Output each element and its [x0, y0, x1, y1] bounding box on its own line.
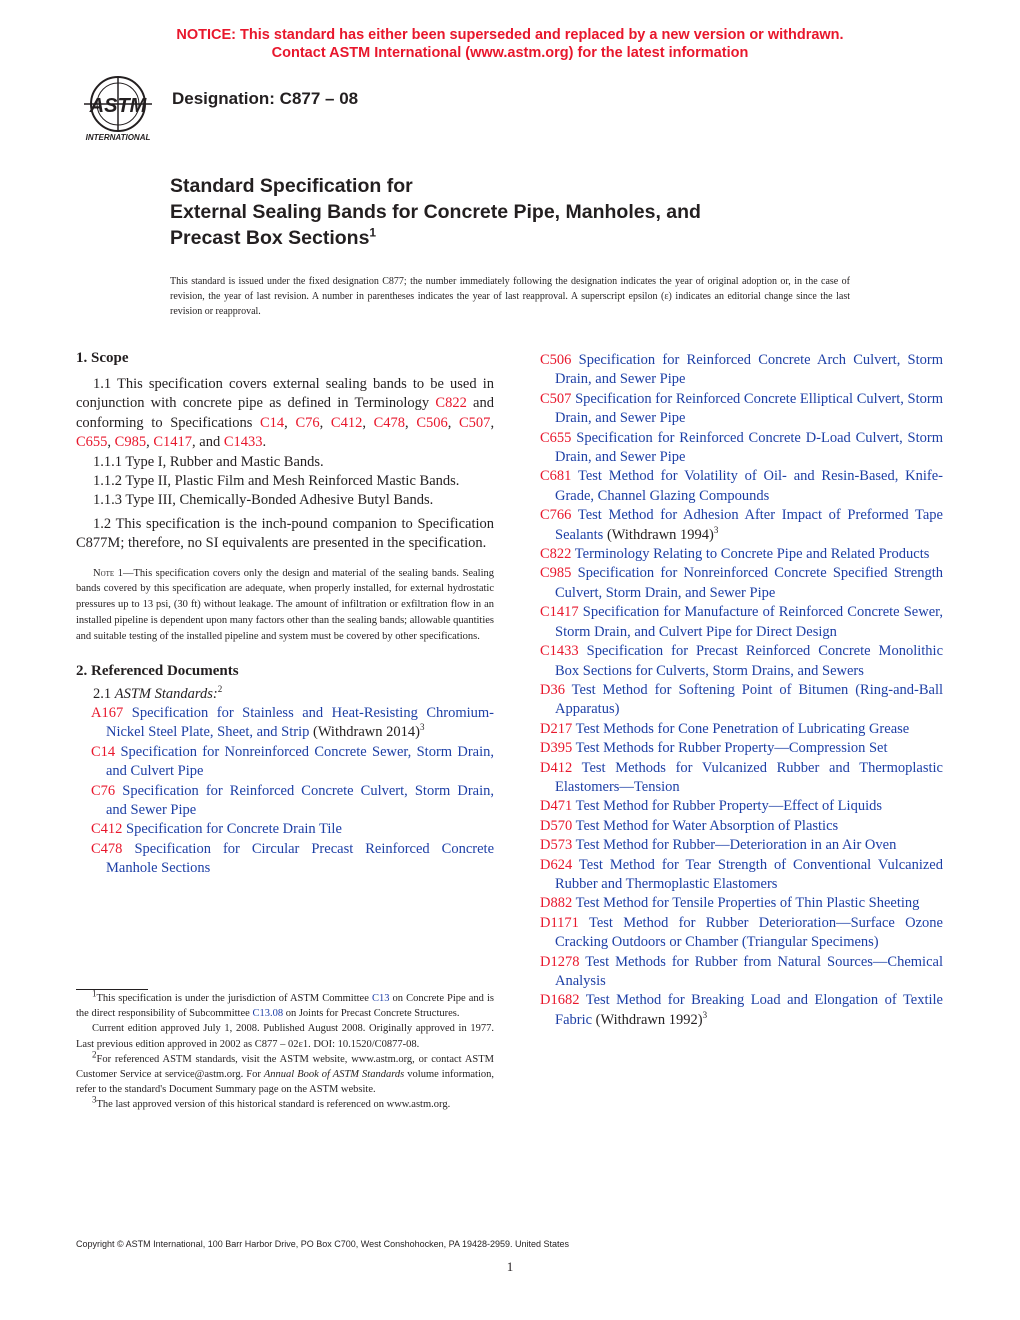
right-reference-list — [540, 351, 943, 1030]
reference-title-link[interactable]: Test Method for Rubber Property—Effect of Liquids — [575, 798, 882, 815]
scope-1-1-text-a: 1.1 This specification covers external sealing bands to be used in conjunction with concrete pipe as defined in Terminology — [76, 376, 494, 412]
footnote-divider — [76, 989, 148, 990]
footnote-1-text-a: This specification is under the jurisdiction of ASTM Committee — [96, 993, 372, 1004]
reference-code-link[interactable]: C1417 — [540, 604, 579, 621]
reference-code-link[interactable]: D570 — [540, 817, 573, 834]
reference-item — [540, 953, 943, 992]
page-number: 1 — [506, 1259, 514, 1274]
reference-code-link[interactable]: D573 — [540, 837, 573, 854]
logo-subtext: INTERNATIONAL — [85, 133, 151, 142]
scope-1-1: 1.1 This specification covers external sealing bands to be used in conjunction with concrete pipe as defined in Terminology C822 and conforming to Specifications C14, C76, C412, C478, C506, C507, C655, C985, C1417, and C1433. — [76, 376, 495, 451]
reference-code-link[interactable]: D1682 — [540, 992, 580, 1009]
astm-standards-italic: ASTM Standards: — [114, 685, 218, 702]
reference-item — [540, 817, 943, 836]
reference-item — [91, 840, 494, 879]
reference-title-link[interactable]: Specification for Nonreinforced Concrete Sewer, Storm Drain, and Culvert Pipe — [106, 743, 495, 780]
link-c1433[interactable]: C1433 — [223, 434, 263, 451]
link-committee-c13[interactable]: C13 — [371, 993, 390, 1004]
withdrawal-notice — [0, 26, 1020, 62]
reference-code-link[interactable]: C655 — [540, 429, 572, 446]
notice-line-2: Contact ASTM International (www.astm.org) for the latest information — [271, 45, 749, 61]
reference-item — [540, 642, 943, 681]
scope-1-1-1: 1.1.1 Type I, Rubber and Mastic Bands. — [93, 453, 324, 470]
reference-code-link[interactable]: D1278 — [540, 953, 580, 970]
footnote-2 — [76, 1049, 494, 1098]
scope-heading: 1. Scope — [76, 350, 129, 366]
reference-item — [540, 681, 943, 720]
link-c1417[interactable]: C1417 — [153, 434, 193, 451]
reference-code-link[interactable]: D217 — [540, 720, 573, 737]
reference-title-link[interactable]: Test Method for Water Absorption of Plastics — [575, 817, 839, 834]
reference-title-link[interactable]: Specification for Reinforced Concrete D-Load Culvert, Storm Drain, and Sewer Pipe — [555, 429, 943, 466]
link-c478[interactable]: C478 — [373, 414, 406, 431]
link-c506[interactable]: C506 — [416, 414, 448, 431]
note-1 — [76, 566, 494, 645]
reference-code-link[interactable]: D36 — [540, 681, 565, 698]
reference-title-link[interactable]: Test Method for Rubber—Deterioration in an Air Oven — [575, 837, 897, 854]
footnote-1-marker: 1 — [92, 988, 97, 999]
scope-1-1-2: 1.1.2 Type II, Plastic Film and Mesh Reinforced Mastic Bands. — [93, 473, 460, 490]
link-c412[interactable]: C412 — [330, 414, 363, 431]
link-c76[interactable]: C76 — [295, 414, 320, 431]
astm-standards-sup: 2 — [217, 683, 223, 694]
link-c655[interactable]: C655 — [76, 434, 108, 451]
reference-title-link[interactable]: Specification for Nonreinforced Concrete Specified Strength Culvert, Storm Drain, and Sewer Pipe — [555, 565, 943, 601]
notice-line-1: NOTICE: This standard has either been superseded and replaced by a new version or withdrawn. — [176, 27, 844, 43]
reference-item — [91, 743, 494, 782]
reference-code-link[interactable]: D471 — [540, 798, 573, 815]
link-subcommittee-c13-08[interactable]: C13.08 — [252, 1008, 284, 1020]
reference-title-link[interactable]: Specification for Reinforced Concrete Arch Culvert, Storm Drain, and Sewer Pipe — [555, 352, 944, 388]
reference-code-link[interactable]: C506 — [540, 352, 572, 368]
reference-item — [91, 820, 494, 839]
reference-item — [540, 545, 943, 564]
footnote-2-text-b: volume information, refer to the standard's Document Summary page on the ASTM website. — [76, 1069, 494, 1096]
reference-item — [91, 782, 494, 821]
title-line-2: External Sealing Bands for Concrete Pipe, Manholes, and — [170, 201, 701, 223]
reference-code-link[interactable]: A167 — [91, 705, 124, 722]
reference-item — [540, 914, 943, 953]
reference-item — [540, 720, 943, 739]
footnote-1-edition: Current edition approved July 1, 2008. Published August 2008. Originally approved in 1977. Last previous edition approved in 2002 as C877 – 02ε1. DOI: 10.1520/C0877-08. — [76, 1023, 494, 1050]
scope-1-1-3: 1.1.3 Type III, Chemically-Bonded Adhesive Butyl Bands. — [93, 492, 434, 509]
reference-title-link[interactable]: Specification for Concrete Drain Tile — [126, 821, 342, 838]
reference-title-link[interactable]: Terminology Relating to Concrete Pipe and Related Products — [574, 546, 930, 563]
right-column — [540, 351, 943, 1030]
reference-code-link[interactable]: C985 — [540, 565, 572, 582]
issued-note: This standard is issued under the fixed designation C877; the number immediately following the designation indicates the year of original adoption or, in the case of revision, the year of last revision. A number in parentheses indicates the year of last reapproval. A superscript epsilon (ε) indicates an editorial change since the last revision or reapproval. — [170, 276, 850, 317]
title-line-1: Standard Specification for — [170, 175, 413, 197]
reference-title-link[interactable]: Test Methods for Cone Penetration of Lubricating Grease — [575, 720, 910, 737]
reference-title-link[interactable]: Test Method for Tensile Properties of Thin Plastic Sheeting — [575, 895, 920, 912]
reference-code-link[interactable]: D882 — [540, 895, 573, 912]
link-c985[interactable]: C985 — [114, 434, 147, 451]
title-line-3-text: Precast Box Sections — [170, 227, 370, 249]
reference-code-link[interactable]: D624 — [540, 856, 573, 873]
scope-1-1-text-b: and conforming to Specifications — [76, 395, 494, 431]
reference-title-link[interactable]: Specification for Reinforced Concrete Elliptical Culvert, Storm Drain, and Sewer Pipe — [555, 390, 943, 427]
reference-code-link[interactable]: D395 — [540, 740, 573, 757]
footnote-2-italic: Annual Book of ASTM Standards — [263, 1069, 405, 1081]
footnotes — [76, 988, 494, 1113]
refdocs-heading: 2. Referenced Documents — [76, 662, 239, 679]
link-c507[interactable]: C507 — [459, 414, 491, 431]
reference-item — [91, 704, 494, 743]
astm-standards-label — [76, 685, 494, 704]
reference-code-link[interactable]: C76 — [91, 782, 116, 799]
link-c822[interactable]: C822 — [435, 395, 467, 412]
footnote-2-text-a: For referenced ASTM standards, visit the ASTM website, www.astm.org, or contact ASTM Customer Service at service@astm.org. For — [76, 1053, 494, 1081]
reference-item — [540, 836, 943, 855]
footnote-3 — [76, 1094, 494, 1112]
reference-footnote-marker: 3 — [713, 524, 719, 535]
astm-standards-prefix: 2.1 — [93, 685, 115, 702]
reference-title-link[interactable]: Specification for Stainless and Heat-Resisting Chromium-Nickel Steel Plate, Sheet, and Strip — [106, 705, 495, 741]
note-1-label: Note 1 — [93, 567, 123, 579]
reference-code-link[interactable]: D412 — [540, 759, 573, 776]
reference-item — [540, 894, 943, 913]
reference-footnote-marker: 3 — [702, 1009, 708, 1020]
reference-title-link[interactable]: Test Method for Rubber Deterioration—Surface Ozone Cracking Outdoors or Chamber (Triangular Specimens) — [555, 914, 943, 951]
reference-code-link[interactable]: C412 — [91, 821, 123, 838]
reference-code-link[interactable]: D1171 — [540, 914, 579, 931]
reference-title-link[interactable]: Test Methods for Rubber Property—Compression Set — [575, 740, 888, 757]
reference-code-link[interactable]: C681 — [540, 468, 572, 485]
reference-code-link[interactable]: C14 — [91, 743, 116, 760]
reference-item — [540, 739, 943, 758]
reference-item — [540, 467, 943, 506]
left-reference-list — [76, 704, 494, 879]
title-footnote-marker: 1 — [369, 225, 377, 240]
reference-item — [540, 429, 943, 468]
reference-title-link[interactable]: Specification for Circular Precast Reinforced Concrete Manhole Sections — [106, 840, 495, 877]
reference-title-link[interactable]: Test Methods for Rubber from Natural Sources—Chemical Analysis — [555, 953, 943, 989]
scope-1-1-and: and — [195, 434, 224, 451]
reference-footnote-marker: 3 — [419, 722, 425, 733]
reference-title-link[interactable]: Specification for Precast Reinforced Concrete Monolithic Box Sections for Culverts, Storm Drains, and Sewers — [555, 643, 943, 679]
title-line-3 — [170, 225, 701, 251]
reference-code-link[interactable]: C822 — [540, 546, 572, 563]
astm-logo — [76, 74, 160, 142]
reference-withdrawn-note: (Withdrawn 1994) — [603, 526, 714, 543]
reference-item — [540, 564, 943, 603]
logo-text: ASTM — [89, 95, 147, 117]
reference-title-link[interactable]: Test Method for Softening Point of Bitumen (Ring-and-Ball Apparatus) — [555, 681, 944, 718]
reference-title-link[interactable]: Specification for Manufacture of Reinforced Concrete Sewer, Storm Drain, and Culvert Pipe for Direct Design — [555, 604, 943, 640]
scope-1-2: 1.2 This specification is the inch-pound companion to Specification C877M; therefore, no SI equivalents are presented in the specification. — [76, 515, 494, 552]
reference-code-link[interactable]: C478 — [91, 840, 123, 857]
scope-1-1-end: . — [262, 434, 267, 451]
reference-title-link[interactable]: Test Methods for Vulcanized Rubber and Thermoplastic Elastomers—Tension — [555, 759, 943, 795]
reference-code-link[interactable]: C766 — [540, 507, 572, 524]
reference-item — [540, 390, 943, 429]
left-column — [76, 350, 494, 879]
footnote-1-text-c: on Joints for Precast Concrete Structures. — [283, 1008, 460, 1020]
reference-title-link[interactable]: Test Method for Tear Strength of Conventional Vulcanized Rubber and Thermoplastic Elastomers — [555, 856, 943, 892]
reference-title-link[interactable]: Specification for Reinforced Concrete Culvert, Storm Drain, and Sewer Pipe — [106, 782, 495, 819]
reference-item — [540, 603, 943, 642]
reference-item — [540, 506, 943, 545]
footnote-2-marker: 2 — [92, 1049, 97, 1060]
footnote-1-text-b: on Concrete Pipe and is the direct responsibility of Subcommittee — [76, 993, 494, 1020]
reference-item — [540, 797, 943, 816]
reference-item — [540, 991, 943, 1030]
copyright: Copyright © ASTM International, 100 Barr Harbor Drive, PO Box C700, West Conshohocken, PA 19428-2959. United States — [76, 1239, 570, 1249]
footnote-3-text: The last approved version of this historical standard is referenced on www.astm.org. — [96, 1099, 451, 1111]
reference-title-link[interactable]: Test Method for Volatility of Oil- and Resin-Based, Knife-Grade, Channel Glazing Compounds — [555, 468, 944, 504]
reference-title-link[interactable]: Test Method for Breaking Load and Elongation of Textile Fabric — [555, 992, 943, 1028]
link-c14[interactable]: C14 — [260, 414, 285, 431]
reference-title-link[interactable]: Test Method for Adhesion After Impact of Preformed Tape Sealants — [555, 507, 943, 543]
reference-withdrawn-note: (Withdrawn 2014) — [309, 724, 420, 741]
astm-logo-icon — [76, 74, 160, 142]
reference-item — [540, 856, 943, 895]
footnote-1 — [76, 988, 494, 1021]
note-1-text: —This specification covers only the design and material of the sealing bands. Sealing bands covered by this specification are adequate, when properly installed, for external hydrostatic pressures up to 13 psi, (30 ft) without leakage. The amount of infiltration or exfiltration flow in an installed pipeline is dependent upon many factors other than the sealing bands; allowable quantities and suitable testing of the installed pipeline and system must be covered by other specifications. — [76, 567, 494, 642]
reference-item — [540, 351, 943, 390]
designation: Designation: C877 – 08 — [172, 89, 359, 108]
document-title — [170, 173, 701, 251]
footnote-3-marker: 3 — [92, 1094, 97, 1105]
reference-withdrawn-note: (Withdrawn 1992) — [592, 1011, 703, 1028]
reference-code-link[interactable]: C507 — [540, 390, 572, 407]
reference-code-link[interactable]: C1433 — [540, 643, 579, 660]
reference-item — [540, 759, 943, 798]
